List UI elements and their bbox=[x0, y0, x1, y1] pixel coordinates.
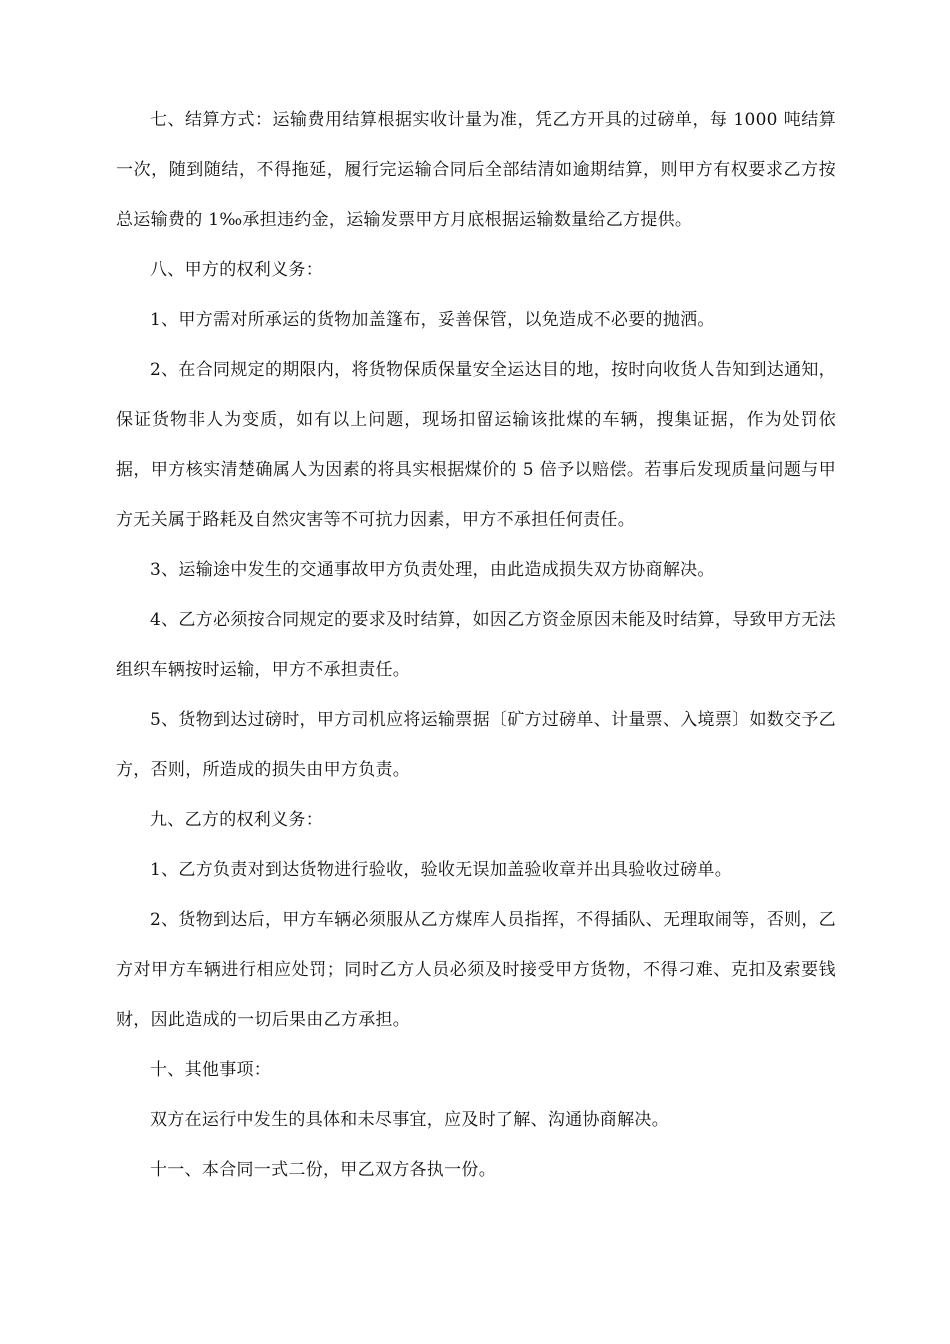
settlement-method-paragraph: 七、结算方式：运输费用结算根据实收计量为准，凭乙方开具的过磅单，每 1000 吨结算一次，随到随结，不得拖延，履行完运输合同后全部结清如逾期结算，则甲方有权要求乙方按总运输费的 1‰承担违约金，运输发票甲方月底根据运输数量给乙方提供。 bbox=[116, 110, 836, 230]
contract-copies-paragraph: 十一、本合同一式二份，甲乙双方各执一份。 bbox=[150, 1160, 496, 1180]
party-a-clause-3: 3、运输途中发生的交通事故甲方负责处理，由此造成损失双方协商解决。 bbox=[150, 560, 715, 580]
party-a-clause-1: 1、甲方需对所承运的货物加盖篷布，妥善保管，以免造成不必要的抛洒。 bbox=[150, 310, 715, 330]
party-b-clause-2: 2、货物到达后，甲方车辆必须服从乙方煤库人员指挥，不得插队、无理取闹等，否则，乙方对甲方车辆进行相应处罚；同时乙方人员必须及时接受甲方货物，不得刁难、克扣及索要钱财，因此造成的一切后果由乙方承担。 bbox=[116, 910, 836, 1030]
party-a-clause-5: 5、货物到达过磅时，甲方司机应将运输票据〔矿方过磅单、计量票、入境票〕如数交予乙方，否则，所造成的损失由甲方负责。 bbox=[116, 710, 836, 780]
party-b-clause-1: 1、乙方负责对到达货物进行验收，验收无误加盖验收章并出具验收过磅单。 bbox=[150, 860, 733, 880]
party-a-clause-4: 4、乙方必须按合同规定的要求及时结算，如因乙方资金原因未能及时结算，导致甲方无法组织车辆按时运输，甲方不承担责任。 bbox=[116, 610, 836, 680]
other-matters-heading: 十、其他事项： bbox=[150, 1060, 272, 1080]
party-b-rights-heading: 九、乙方的权利义务： bbox=[150, 810, 323, 830]
other-matters-paragraph: 双方在运行中发生的具体和未尽事宜，应及时了解、沟通协商解决。 bbox=[150, 1110, 669, 1130]
party-a-clause-2: 2、在合同规定的期限内，将货物保质保量安全运达目的地，按时向收货人告知到达通知，保证货物非人为变质，如有以上问题，现场扣留运输该批煤的车辆，搜集证据，作为处罚依据，甲方核实清楚确属人为因素的将具实根据煤价的 5 倍予以赔偿。若事后发现质量问题与甲方无关属于路耗及自然灾害等不可抗力因素，甲方不承担任何责任。 bbox=[116, 360, 836, 530]
party-a-rights-heading: 八、甲方的权利义务： bbox=[150, 260, 323, 280]
document-body bbox=[116, 95, 836, 1195]
